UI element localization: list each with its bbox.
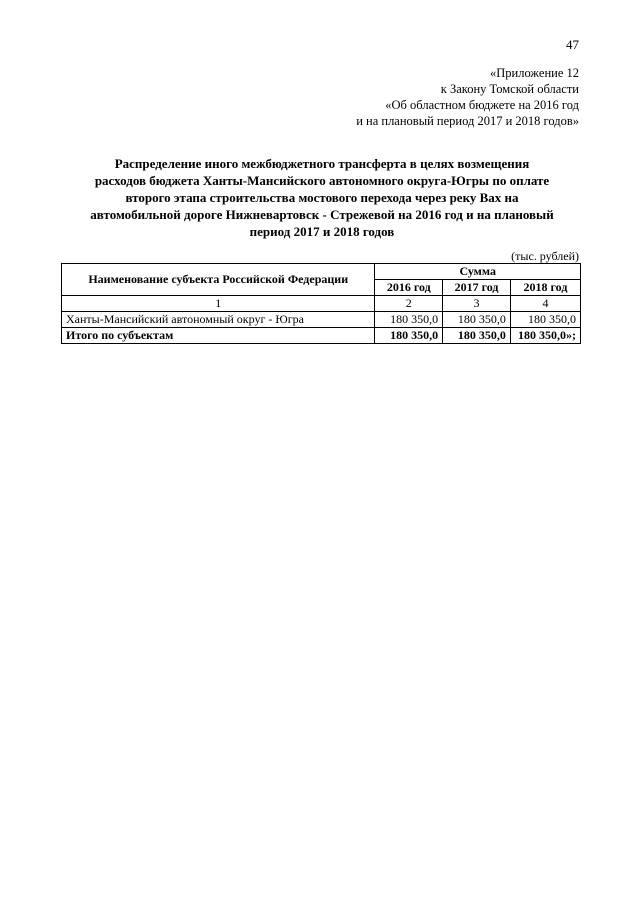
title-line: второго этапа строительства мостового перехода через реку Вах на: [125, 190, 519, 205]
total-2018-cell: 180 350,0»;: [510, 328, 580, 344]
subject-name-cell: Ханты-Мансийский автономный округ - Югра: [62, 312, 375, 328]
column-number: 4: [510, 296, 580, 312]
header-year-2017: 2017 год: [443, 280, 511, 296]
title-line: период 2017 и 2018 годов: [249, 224, 395, 239]
total-2016-cell: 180 350,0: [375, 328, 443, 344]
value-2017-cell: 180 350,0: [443, 312, 511, 328]
appendix-line: и на плановый период 2017 и 2018 годов»: [356, 114, 579, 128]
page-number: 47: [566, 37, 579, 52]
appendix-line: «Об областном бюджете на 2016 год: [385, 98, 579, 112]
title-line: Распределение иного межбюджетного трансферта в целях возмещения: [114, 156, 530, 171]
table-row: [62, 312, 581, 328]
units-label: (тыс. рублей): [511, 249, 579, 263]
column-number: 2: [375, 296, 443, 312]
column-number: 1: [62, 296, 375, 312]
header-sum: Сумма: [375, 264, 581, 280]
header-year-2016: 2016 год: [375, 280, 443, 296]
document-title: [62, 155, 582, 240]
value-2016-cell: 180 350,0: [375, 312, 443, 328]
total-2017-cell: 180 350,0: [443, 328, 511, 344]
appendix-header: [356, 65, 579, 129]
title-line: автомобильной дороге Нижневартовск - Стрежевой на 2016 год и на плановый: [90, 207, 554, 222]
value-2018-cell: 180 350,0: [510, 312, 580, 328]
header-subject-name: Наименование субъекта Российской Федерации: [62, 264, 375, 296]
table-header-row: [62, 264, 581, 280]
column-number: 3: [443, 296, 511, 312]
header-year-2018: 2018 год: [510, 280, 580, 296]
transfer-table: [61, 263, 581, 344]
total-label-cell: Итого по субъектам: [62, 328, 375, 344]
appendix-line: «Приложение 12: [490, 66, 579, 80]
total-row: [62, 328, 581, 344]
appendix-line: к Закону Томской области: [440, 82, 579, 96]
column-number-row: [62, 296, 581, 312]
title-line: расходов бюджета Ханты-Мансийского автономного округа-Югры по оплате: [94, 173, 550, 188]
